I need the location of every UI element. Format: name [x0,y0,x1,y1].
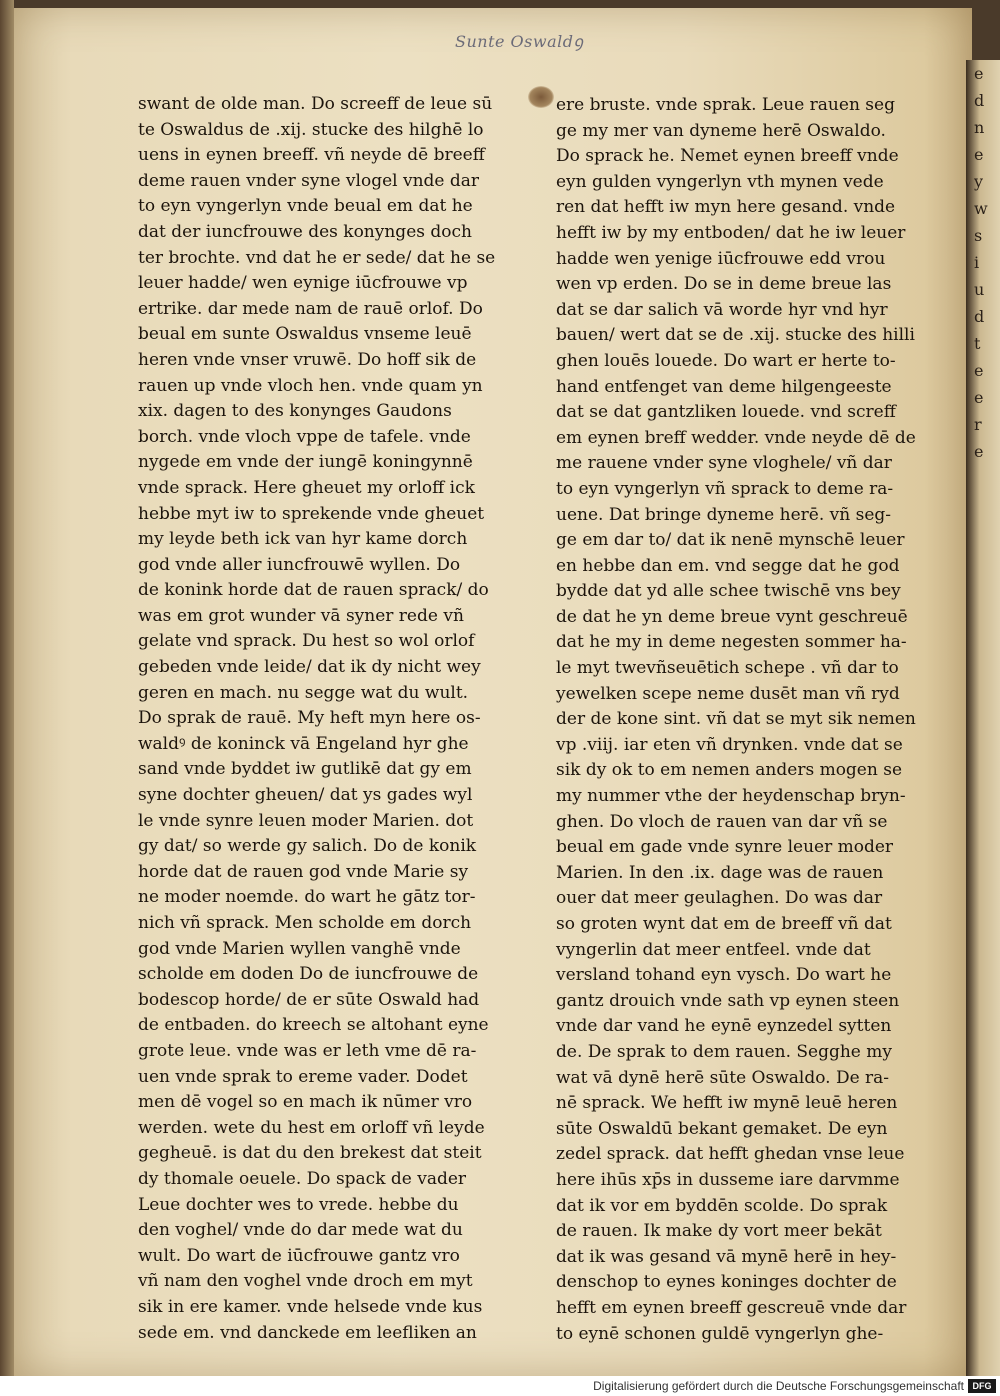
text-line: hefft em eynen breeff gescreuē vnde dar [556,1297,907,1318]
text-line: te Oswaldus de .xij. stucke des hilghē lo [138,119,484,140]
text-line: Marien. In den .ix. dage was de rauen [556,862,884,883]
text-line: werden. wete du hest em orloff vñ leyde [138,1117,485,1138]
right-text-column [556,93,916,1347]
text-line: leuer hadde/ wen eynige iūcfrouwe vp [138,273,468,294]
text-line: der de kone sint. vñ dat se myt sik nemen [556,709,916,730]
text-line: dat he my in deme negesten sommer ha- [556,632,907,653]
facing-page-fragment: e [974,64,984,83]
text-line: men dē vogel so en mach ik nūmer vro [138,1092,473,1113]
text-line: ren dat hefft iw myn here gesand. vnde [556,197,896,218]
text-line: scholde em doden Do de iuncfrouwe de [138,964,479,985]
text-line: vp .viij. iar eten vñ drynken. vnde dat se [556,734,903,755]
ink-stain [528,86,554,108]
text-line: geren en mach. nu segge wat du wult. [138,682,469,703]
text-line: borch. vnde vloch vppe de tafele. vnde [138,426,471,447]
text-line: gelate vnd sprack. Du hest so wol orlof [138,631,475,652]
funding-credit: Digitalisierung gefördert durch die Deutsche Forschungsgemeinschaft [593,1379,964,1393]
text-line: swant de olde man. Do screeff de leue sū [138,94,493,114]
text-line: Leue dochter wes to vrede. hebbe du [138,1194,459,1215]
text-line: dat ik was gesand vā mynē herē in hey- [556,1246,897,1267]
facing-page-fragment: s [974,226,983,245]
text-line: beual em sunte Oswaldus vnseme leuē [138,324,472,345]
text-line: den voghel/ vnde do dar mede wat du [138,1220,463,1241]
text-line: dat ik vor em byddēn scolde. Do sprak [556,1195,888,1216]
text-line: de entbaden. do kreech se altohant eyne [138,1015,489,1036]
footer-bar [0,1376,1000,1396]
text-line: sik dy ok to em nemen anders mogen se [556,760,903,781]
text-line: de konink horde dat de rauen sprack/ do [138,580,489,601]
text-line: ghen. Do vloch de rauen van dar vñ se [556,811,888,832]
text-line: gebeden vnde leide/ dat ik dy nicht wey [138,657,481,678]
facing-page-fragment: r [974,415,982,434]
left-page-edge [0,0,14,1376]
text-line: rauen up vnde vloch hen. vnde quam yn [138,375,483,396]
text-line: versland tohand eyn vysch. Do wart he [556,965,892,986]
facing-page-fragment: d [974,91,985,110]
text-line: so groten wynt dat em de breeff vñ dat [556,914,892,934]
text-line: my nummer vthe der heydenschap bryn- [556,786,906,807]
text-line: hebbe myt iw to sprekende vnde gheuet [138,503,485,524]
text-line: ere bruste. vnde sprak. Leue rauen seg [556,95,895,115]
margin-note: Sunte Oswaldꝯ [455,32,584,51]
text-line: dat se dar salich vā worde hyr vnd hyr [556,299,888,320]
facing-page-fragment: y [974,172,984,191]
text-line: eyn gulden vyngerlyn vth mynen vede [556,171,884,192]
text-line: vyngerlin dat meer entfeel. vnde dat [556,939,871,960]
text-line: sūte Oswaldū bekant gemaket. De eyn [556,1118,888,1139]
text-line: wult. Do wart de iūcfrouwe gantz vro [138,1245,460,1266]
text-line: vnde dar vand he eynē eynzedel sytten [556,1016,892,1037]
facing-page-fragment: d [974,307,985,326]
text-line: bydde dat yd alle schee twischē vns bey [556,581,901,602]
text-line: ertrike. dar mede nam de rauē orlof. Do [138,298,483,319]
text-line: sand vnde byddet iw gutlikē dat gy em [138,759,472,780]
text-line: dat se dat gantzliken louede. vnd screff [556,402,896,423]
text-line: le vnde synre leuen moder Marien. dot [138,810,474,831]
text-line: gegheuē. is dat du den brekest dat steit [138,1143,482,1164]
text-line: uen vnde sprak to ereme vader. Dodet [138,1066,468,1087]
facing-page-fragment: i [974,253,980,272]
text-line: em eynen breff wedder. vnde neyde dē de [556,427,916,448]
facing-page-fragment: e [974,145,984,164]
text-line: heren vnde vnser vruwē. Do hoff sik de [138,349,477,370]
text-line: xix. dagen to des konynges Gaudons [138,401,452,422]
text-line: Do sprack he. Nemet eynen breeff vnde [556,146,899,167]
text-line: wat vā dynē herē sūte Oswaldo. De ra- [556,1067,890,1088]
facing-page-fragment: u [974,280,985,299]
left-text-column [138,92,496,1346]
text-line: gy dat/ so werde gy salich. Do de konik [138,836,477,857]
text-line: le myt twevñseuētich schepe . vñ dar to [556,658,899,679]
text-line: hand entfenget van deme hilgengeeste [556,376,892,397]
text-line: ouer dat meer geulaghen. Do was dar [556,888,883,909]
text-line: me rauene vnder syne vloghele/ vñ dar [556,453,892,474]
text-line: bodescop horde/ de er sūte Oswald had [138,989,480,1010]
text-line: zedel sprack. dat hefft ghedan vnse leue [556,1144,905,1165]
facing-page-fragment: t [974,334,981,353]
text-line: uene. Dat bringe dyneme herē. vñ seg- [556,504,892,525]
text-line: beual em gade vnde synre leuer moder [556,837,894,858]
text-line: to eyn vyngerlyn vnde beual em dat he [138,196,473,217]
text-line: ghen louēs louede. Do wart er herte to- [556,350,896,371]
text-line: nē sprack. We hefft iw mynē leuē heren [556,1093,898,1114]
facing-page-fragment: e [974,388,984,407]
text-line: here ihūs xp̄s in dusseme iare darvmme [556,1169,900,1190]
text-line: hefft iw by my entboden/ dat he iw leuer [556,222,906,243]
text-line: de dat he yn deme breue vynt geschreuē [556,606,908,627]
facing-page-fragment: n [974,118,985,137]
facing-page-edge [966,60,1000,1376]
text-line: ter brochte. vnd dat he er sede/ dat he se [138,247,496,268]
text-line: sede em. vnd danckede em leefliken an [138,1322,477,1343]
text-line: sik in ere kamer. vnde helsede vnde kus [138,1296,483,1317]
text-line: vñ nam den voghel vnde droch em myt [138,1271,473,1292]
facing-page-fragment: e [974,361,984,380]
text-line: yewelken scepe neme dusēt man vñ ryd [556,683,900,704]
text-line: waldꝰ de koninck vā Engeland hyr ghe [138,733,469,754]
text-line: was em grot wunder vā syner rede vñ [138,605,464,626]
text-line: ge my mer van dyneme herē Oswaldo. [556,120,886,141]
text-line: uens in eynen breeff. vñ neyde dē breeff [138,145,485,166]
text-line: denschop to eynes koninges dochter de [556,1272,897,1293]
text-line: dy thomale oeuele. Do spack de vader [138,1168,467,1189]
facing-page-text [974,60,1000,465]
text-line: hadde wen yenige iūcfrouwe edd vrou [556,248,886,269]
text-line: gantz drouich vnde sath vp eynen steen [556,990,900,1011]
text-line: bauen/ wert dat se de .xij. stucke des hilli [556,325,915,346]
text-line: nygede em vnde der iungē koningynnē [138,452,473,473]
text-line: god vnde aller iuncfrouwē wyllen. Do [138,554,461,575]
text-line: syne dochter gheuen/ dat ys gades wyl [138,785,473,806]
text-line: to eynē schonen guldē vyngerlyn ghe- [556,1323,884,1344]
text-line: de rauen. Ik make dy vort meer bekāt [556,1221,882,1242]
dfg-logo: DFG [968,1379,996,1393]
text-line: horde dat de rauen god vnde Marie sy [138,861,469,882]
text-line: de. De sprak to dem rauen. Segghe my [556,1041,892,1062]
text-line: to eyn vyngerlyn vñ sprack to deme ra- [556,478,894,499]
text-line: ge em dar to/ dat ik nenē mynschē leuer [556,530,905,551]
facing-page-fragment: w [974,199,988,218]
text-line: god vnde Marien wyllen vanghē vnde [138,938,461,959]
text-line: vnde sprack. Here gheuet my orloff ick [138,477,475,498]
text-line: my leyde beth ick van hyr kame dorch [138,529,468,550]
text-line: ne moder noemde. do wart he gātz tor- [138,887,476,908]
text-line: en hebbe dan em. vnd segge dat he god [556,555,900,576]
text-line: nich vñ sprack. Men scholde em dorch [138,913,472,933]
text-line: deme rauen vnder syne vlogel vnde dar [138,170,480,191]
facing-page-fragment: e [974,442,984,461]
text-line: dat der iuncfrouwe des konynges doch [138,221,472,242]
text-line: wen vp erden. Do se in deme breue las [556,274,892,295]
text-line: Do sprak de rauē. My heft myn here os- [138,708,481,729]
text-line: grote leue. vnde was er leth vme dē ra- [138,1040,477,1061]
